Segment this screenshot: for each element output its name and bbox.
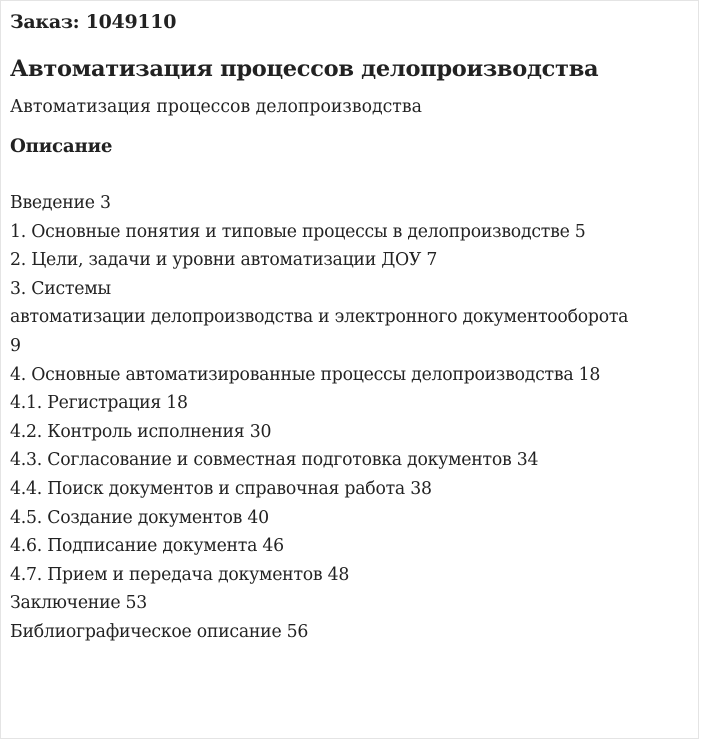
toc-line: 9 (10, 335, 21, 356)
toc-line: 4.4. Поиск документов и справочная работа 38 (10, 478, 432, 499)
toc-line: 2. Цели, задачи и уровни автоматизации ДОУ 7 (10, 250, 438, 271)
toc-line: Введение 3 (10, 193, 111, 213)
toc-line: 4. Основные автоматизированные процессы делопроизводства 18 (10, 364, 601, 385)
toc-line: 1. Основные понятия и типовые процессы в делопроизводстве 5 (10, 221, 586, 242)
order-number: Заказ: 1049110 (10, 11, 177, 33)
toc-line: 4.1. Регистрация 18 (10, 393, 188, 414)
toc-line: 4.3. Согласование и совместная подготовка документов 34 (10, 450, 539, 471)
toc-line: автоматизации делопроизводства и электронного документооборота (10, 307, 629, 328)
page-subtitle: Автоматизация процессов делопроизводства (10, 97, 422, 117)
table-of-contents (10, 189, 689, 647)
toc-line: Заключение 53 (10, 593, 148, 614)
toc-line: 4.2. Контроль исполнения 30 (10, 421, 272, 442)
description-heading: Описание (10, 136, 113, 157)
toc-line: Библиографическое описание 56 (10, 621, 309, 642)
page-title: Автоматизация процессов делопроизводства (10, 56, 599, 82)
toc-line: 4.5. Создание документов 40 (10, 507, 269, 528)
toc-line: 4.7. Прием и передача документов 48 (10, 564, 350, 585)
toc-line: 4.6. Подписание документа 46 (10, 536, 284, 557)
toc-line: 3. Системы (10, 278, 111, 299)
